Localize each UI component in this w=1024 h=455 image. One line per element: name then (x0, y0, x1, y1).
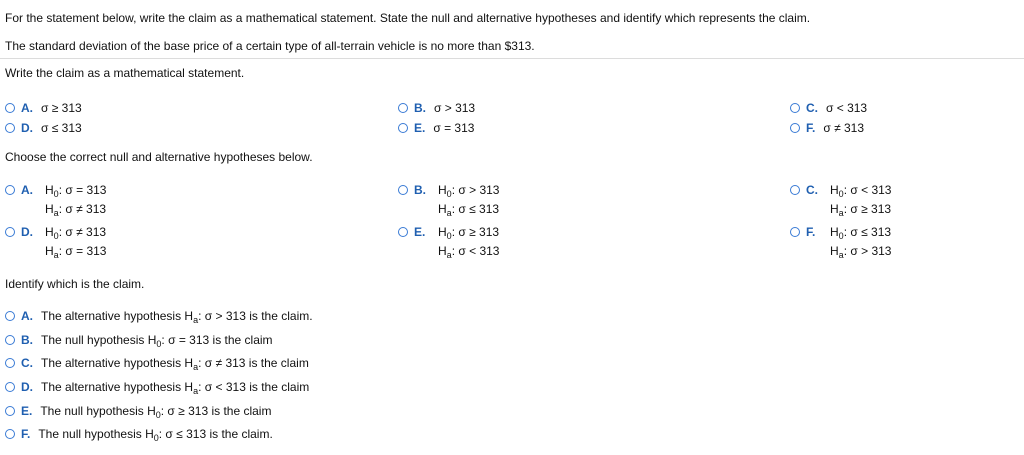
option-letter: B. (414, 183, 426, 197)
option-letter: B. (414, 101, 426, 115)
part3-option-f[interactable] (5, 427, 273, 441)
option-text: The alternative hypothesis $H_a$: σ ≠ 313 is the claim (41, 356, 309, 372)
option-letter: E. (414, 225, 426, 239)
option-letter: C. (806, 101, 818, 115)
radio-button[interactable] (790, 103, 800, 113)
radio-button[interactable] (5, 406, 15, 416)
alternative-hypothesis: $H_a$: σ = 313 (45, 244, 107, 260)
part2-prompt: Choose the correct null and alternative hypotheses below. (5, 150, 313, 164)
radio-button[interactable] (398, 123, 408, 133)
radio-button[interactable] (5, 311, 15, 321)
radio-button[interactable] (5, 335, 15, 345)
option-text: The null hypothesis $H_0$: σ ≥ 313 is the claim (40, 404, 272, 420)
part3-option-d[interactable] (5, 380, 309, 394)
divider (0, 58, 1024, 59)
part1-option-a[interactable] (5, 101, 82, 115)
option-text: The null hypothesis $H_0$: σ = 313 is the claim (41, 333, 273, 349)
radio-button[interactable] (790, 227, 800, 237)
radio-button[interactable] (5, 358, 15, 368)
part3-option-c[interactable] (5, 356, 309, 370)
option-text: The null hypothesis $H_0$: σ ≤ 313 is the claim. (38, 427, 273, 443)
problem-statement: The standard deviation of the base price of a certain type of all-terrain vehicle is no more than $313. (5, 39, 535, 53)
null-hypothesis: $H_0$: σ < 313 (830, 183, 892, 199)
option-letter: E. (21, 404, 33, 418)
option-text: σ ≥ 313 (41, 101, 82, 115)
part1-prompt: Write the claim as a mathematical statement. (5, 66, 245, 80)
alternative-hypothesis: $H_a$: σ ≠ 313 (45, 202, 107, 218)
part1-option-e[interactable] (398, 121, 474, 135)
instructions-text: For the statement below, write the claim as a mathematical statement. State the null and alternative hypotheses and identify which represents the claim. (5, 11, 811, 25)
part3-option-e[interactable] (5, 404, 271, 418)
null-hypothesis: $H_0$: σ ≥ 313 (438, 225, 500, 241)
alternative-hypothesis: $H_a$: σ ≥ 313 (830, 202, 892, 218)
option-letter: A. (21, 183, 33, 197)
option-letter: D. (21, 380, 33, 394)
option-letter: A. (21, 309, 33, 323)
option-text: σ > 313 (434, 101, 476, 115)
part3-option-a[interactable] (5, 309, 313, 323)
radio-button[interactable] (5, 185, 15, 195)
radio-button[interactable] (398, 103, 408, 113)
alternative-hypothesis: $H_a$: σ < 313 (438, 244, 500, 260)
option-text: The alternative hypothesis $H_a$: σ > 313 is the claim. (41, 309, 313, 325)
radio-button[interactable] (5, 103, 15, 113)
alternative-hypothesis: $H_a$: σ ≤ 313 (438, 202, 500, 218)
part3-option-b[interactable] (5, 333, 273, 347)
radio-button[interactable] (398, 185, 408, 195)
option-text: σ = 313 (433, 121, 475, 135)
option-letter: C. (21, 356, 33, 370)
radio-button[interactable] (5, 227, 15, 237)
option-text: σ ≠ 313 (823, 121, 865, 135)
part1-option-b[interactable] (398, 101, 475, 115)
option-text: σ ≤ 313 (41, 121, 82, 135)
option-text: σ < 313 (826, 101, 868, 115)
option-letter: B. (21, 333, 33, 347)
option-letter: D. (21, 225, 33, 239)
option-letter: A. (21, 101, 33, 115)
option-letter: D. (21, 121, 33, 135)
null-hypothesis: $H_0$: σ = 313 (45, 183, 107, 199)
part1-option-f[interactable] (790, 121, 864, 135)
option-letter: F. (806, 121, 816, 135)
option-text: The alternative hypothesis $H_a$: σ < 313 is the claim (41, 380, 310, 396)
part1-option-c[interactable] (790, 101, 867, 115)
part1-option-d[interactable] (5, 121, 82, 135)
part3-prompt: Identify which is the claim. (5, 277, 145, 291)
radio-button[interactable] (5, 123, 15, 133)
null-hypothesis: $H_0$: σ ≤ 313 (830, 225, 892, 241)
option-letter: C. (806, 183, 818, 197)
option-letter: F. (806, 225, 816, 239)
radio-button[interactable] (5, 382, 15, 392)
option-letter: E. (414, 121, 426, 135)
null-hypothesis: $H_0$: σ ≠ 313 (45, 225, 107, 241)
radio-button[interactable] (5, 429, 15, 439)
radio-button[interactable] (790, 123, 800, 133)
alternative-hypothesis: $H_a$: σ > 313 (830, 244, 892, 260)
radio-button[interactable] (398, 227, 408, 237)
option-letter: F. (21, 427, 31, 441)
null-hypothesis: $H_0$: σ > 313 (438, 183, 500, 199)
radio-button[interactable] (790, 185, 800, 195)
